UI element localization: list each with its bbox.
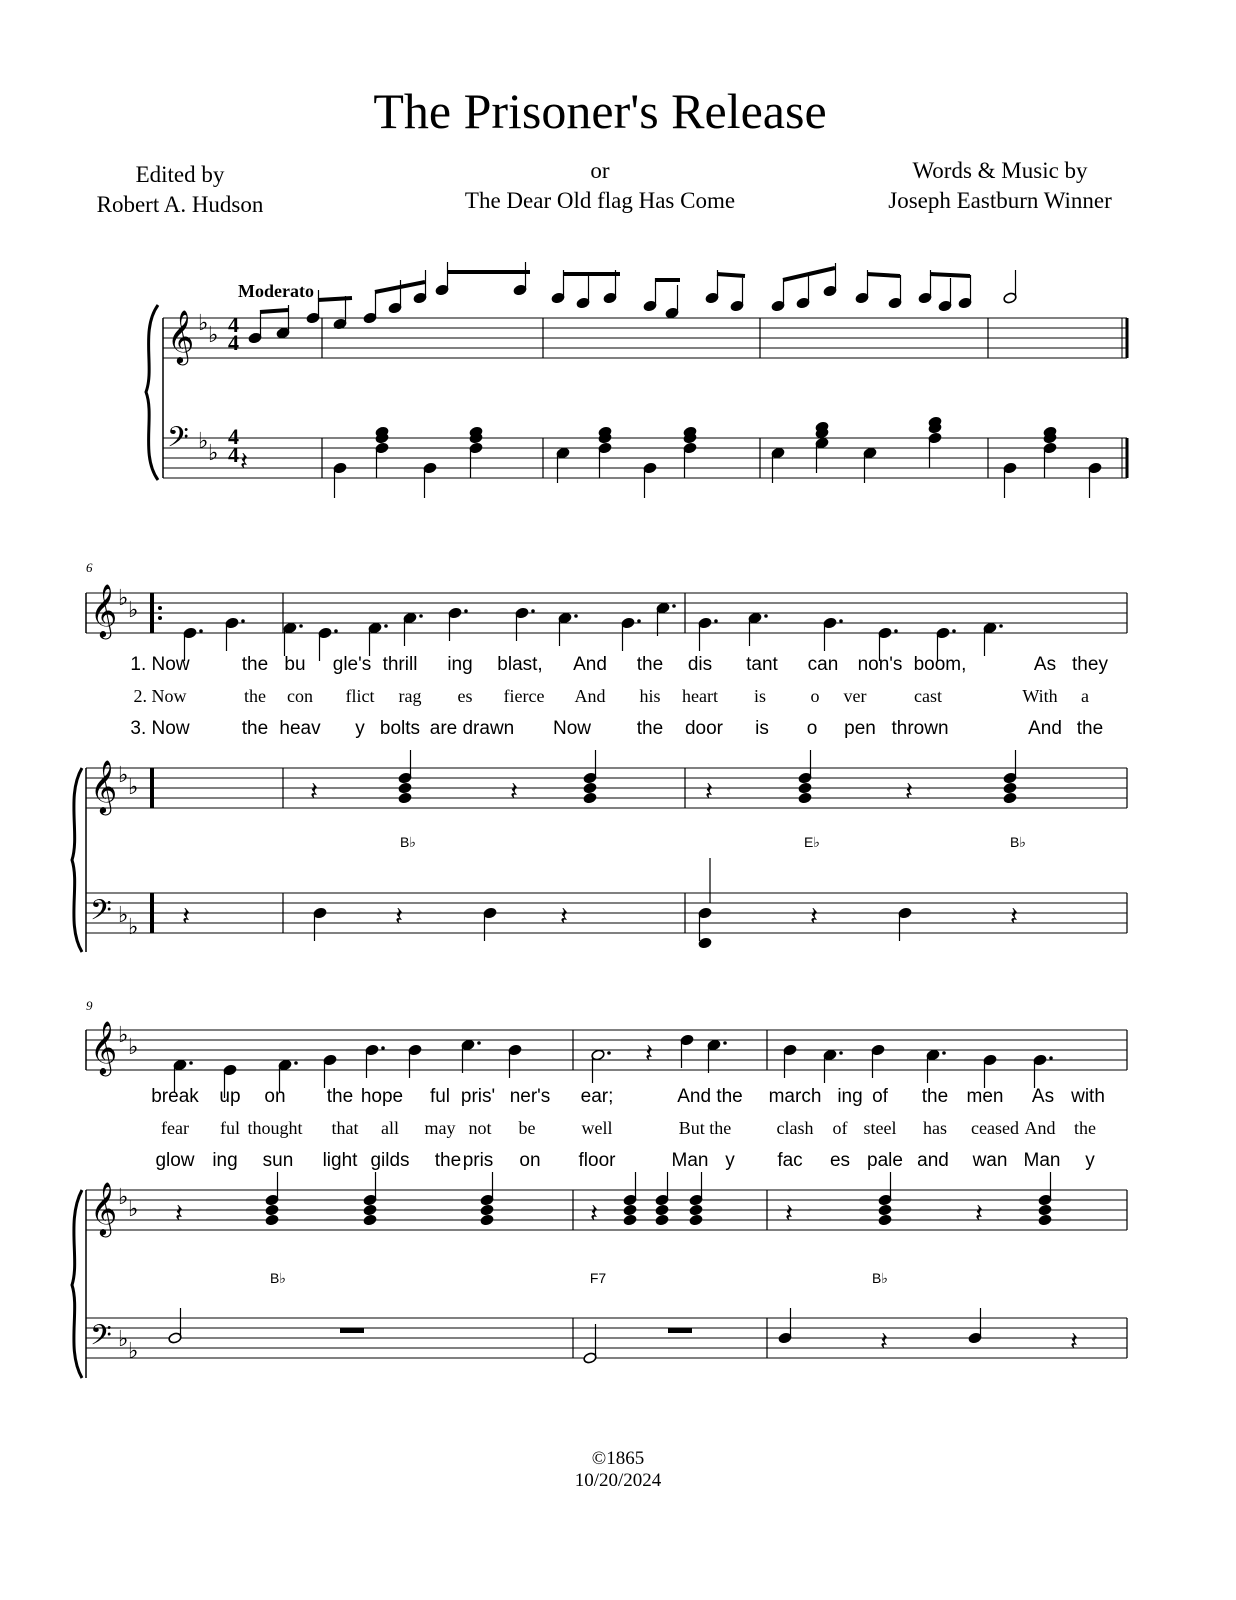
system-2 [72, 560, 1127, 952]
note-dot [714, 619, 718, 623]
note-head [480, 1214, 494, 1226]
lyric-syllable: And [574, 686, 606, 706]
note-dot [199, 629, 203, 633]
note-head [480, 1204, 494, 1216]
lyric-syllable: door [684, 718, 724, 739]
note-dot [477, 1041, 481, 1045]
lyric-syllable: well [581, 1118, 613, 1138]
note-head [363, 1204, 377, 1216]
repeat-barline [150, 768, 154, 808]
note-head [878, 1214, 892, 1226]
note-dot [241, 619, 245, 623]
note-head [1003, 792, 1017, 804]
chord-symbol: B♭ [270, 1270, 286, 1286]
lyric-syllable: es [829, 1150, 851, 1171]
subtitle-alt-title: The Dear Old flag Has Come [464, 188, 736, 213]
note-head [655, 1214, 669, 1226]
quarter-rest-icon: 𝄽 [510, 777, 518, 807]
grand-staff-brace [146, 305, 158, 480]
quarter-rest-icon: 𝄽 [1010, 902, 1018, 932]
beam [930, 274, 970, 276]
lyric-syllable: of [832, 1118, 848, 1138]
beam [717, 274, 745, 276]
key-signature-flat-icon: ♭ [128, 597, 139, 622]
lyric-syllable: bolts [379, 718, 421, 739]
quarter-rest-icon: 𝄽 [395, 902, 403, 932]
lyric-syllable: con [287, 686, 313, 706]
piano-bass-staff [86, 1308, 1127, 1364]
chord-symbol: B♭ [1010, 834, 1026, 850]
lyric-syllable: and [917, 1150, 949, 1171]
key-signature-flat-icon: ♭ [198, 310, 209, 335]
lyric-syllable: ner's [509, 1086, 551, 1107]
lyric-syllable: a [1081, 686, 1089, 706]
note-dot [299, 624, 303, 628]
note-head [798, 782, 812, 794]
note-head [398, 792, 412, 804]
lyric-syllable: the [326, 1086, 354, 1107]
lyric-syllable: gilds [370, 1150, 410, 1171]
lyric-syllable: on [519, 1150, 541, 1171]
lyric-syllable: light [322, 1150, 358, 1171]
lyric-syllable: the [241, 718, 269, 739]
quarter-rest-icon: 𝄽 [310, 777, 318, 807]
lyric-syllable: gle's [332, 654, 372, 675]
lyric-syllable: sun [262, 1150, 294, 1171]
lyric-syllable: 2. Now [133, 686, 187, 706]
lyric-syllable: And [573, 654, 607, 675]
quarter-rest-icon: 𝄽 [175, 1199, 183, 1229]
repeat-dot [158, 616, 162, 620]
quarter-rest-icon: 𝄽 [1070, 1327, 1078, 1357]
note-dot [723, 1041, 727, 1045]
lyric-syllable: Man [671, 1150, 709, 1171]
note-head [1003, 782, 1017, 794]
voice-staff [86, 593, 1127, 661]
note-head [398, 782, 412, 794]
key-signature-flat-icon: ♭ [208, 322, 219, 347]
chord-symbols [400, 834, 1026, 850]
lyric-syllable: on [264, 1086, 286, 1107]
note-dot [607, 1051, 611, 1055]
lyric-syllable: can [807, 654, 839, 675]
measure-number: 6 [86, 560, 93, 575]
lyric-syllable: of [872, 1086, 888, 1107]
lyric-syllable: bu [284, 654, 306, 675]
treble-clef-icon: 𝄞 [167, 309, 195, 363]
lyric-syllable: heav [279, 718, 321, 739]
lyric-syllable: the [1076, 718, 1104, 739]
lyric-syllable: the [434, 1150, 462, 1171]
lyric-syllable: 1. Now [130, 654, 190, 675]
key-signature-flat-icon: ♭ [128, 914, 139, 939]
lyric-syllable: heart [682, 686, 718, 706]
lyric-syllable: the [636, 718, 664, 739]
editor-label: Edited by [135, 162, 225, 187]
note-dot [839, 1051, 843, 1055]
quarter-rest-icon: 𝄽 [240, 447, 248, 477]
repeat-dot [158, 606, 162, 610]
lyric-syllable: cast [914, 686, 942, 706]
chord-symbols [270, 1270, 888, 1286]
lyric-syllable: the [244, 686, 266, 706]
note-head [878, 1204, 892, 1216]
note-dot [384, 624, 388, 628]
lyrics [130, 654, 1108, 739]
lyric-syllable: his [639, 686, 661, 706]
beam [260, 310, 288, 312]
composer-label: Words & Music by [912, 158, 1088, 183]
bass-clef-icon: 𝄢 [90, 894, 112, 934]
note-head [798, 792, 812, 804]
note-head [583, 792, 597, 804]
note-head [655, 1204, 669, 1216]
time-signature-top: 4 [228, 424, 239, 449]
key-signature-flat-icon: ♭ [208, 440, 219, 465]
lyric-syllable: pale [867, 1150, 903, 1171]
treble-clef-icon: 𝄞 [90, 583, 118, 637]
note-head [583, 782, 597, 794]
note-dot [637, 619, 641, 623]
lyric-syllable: 3. Now [130, 718, 190, 739]
lyric-syllable: that [331, 1118, 359, 1138]
quarter-rest-icon: 𝄽 [905, 777, 913, 807]
bass-clef-icon: 𝄢 [90, 1319, 112, 1359]
piano-treble-staff [86, 750, 1127, 808]
lyric-syllable: With [1022, 686, 1058, 706]
lyric-syllable: ful [220, 1118, 240, 1138]
note-dot [894, 629, 898, 633]
key-signature-flat-icon: ♭ [198, 428, 209, 453]
chord-symbol: B♭ [872, 1270, 888, 1286]
lyric-syllable: ing [447, 654, 473, 675]
lyric-syllable: But the [678, 1118, 732, 1138]
treble-clef-icon: 𝄞 [90, 759, 118, 813]
key-signature-flat-icon: ♭ [128, 1338, 139, 1363]
chord-symbol: B♭ [400, 834, 416, 850]
lyric-syllable: ful [429, 1086, 451, 1107]
whole-rest [340, 1328, 364, 1333]
lyric-syllable: are drawn [429, 718, 515, 739]
note-dot [839, 619, 843, 623]
lyric-syllable: As [1033, 654, 1057, 675]
note-dot [1049, 1056, 1053, 1060]
copyright: ©1865 [591, 1448, 645, 1469]
grand-staff-brace [72, 768, 82, 952]
note-dot [334, 629, 338, 633]
bass-accompaniment [240, 416, 1102, 498]
lyric-syllable: rag [398, 686, 422, 706]
lyric-syllable: o [810, 686, 820, 706]
quarter-rest-icon: 𝄽 [880, 1327, 888, 1357]
system-1 [146, 262, 1127, 498]
note-head [689, 1204, 703, 1216]
lyric-syllable: es [457, 686, 473, 706]
lyric-syllable: Man [1023, 1150, 1061, 1171]
key-signature-flat-icon: ♭ [118, 1184, 129, 1209]
lyric-syllable: pris' [460, 1086, 496, 1107]
treble-clef-icon: 𝄞 [90, 1181, 118, 1235]
note-head [1038, 1214, 1052, 1226]
time-signature-top: 4 [228, 312, 239, 337]
lyric-syllable: ear; [580, 1086, 614, 1107]
key-signature-flat-icon: ♭ [128, 1196, 139, 1221]
chord-symbol: F7 [589, 1270, 607, 1286]
lyric-syllable: ver [843, 686, 867, 706]
chord-symbol: E♭ [804, 834, 820, 850]
lyric-syllable: fear [161, 1118, 189, 1138]
lyric-syllable: is [755, 718, 769, 739]
lyric-syllable: blast, [497, 654, 543, 675]
key-signature-flat-icon: ♭ [118, 902, 129, 927]
note-dot [531, 609, 535, 613]
note-dot [419, 614, 423, 618]
quarter-rest-icon: 𝄽 [590, 1199, 598, 1229]
lyric-syllable: tant [746, 654, 778, 675]
key-signature-flat-icon: ♭ [128, 774, 139, 799]
note-head [1038, 1204, 1052, 1216]
lyric-syllable: is [753, 686, 767, 706]
lyric-syllable: has [923, 1118, 947, 1138]
grand-staff-brace [72, 1190, 82, 1378]
quarter-rest-icon: 𝄽 [810, 902, 818, 932]
lyric-syllable: the [636, 654, 664, 675]
note-head [363, 1214, 377, 1226]
lyric-syllable: all [381, 1118, 399, 1138]
lyric-syllable: with [1071, 1086, 1105, 1107]
whole-rest [668, 1328, 692, 1333]
lyric-syllable: pris [462, 1150, 494, 1171]
composer-name: Joseph Eastburn Winner [888, 188, 1112, 213]
lyric-syllable: And [1024, 1118, 1056, 1138]
lyrics [151, 1086, 1105, 1171]
lyric-syllable: ceased [971, 1118, 1019, 1138]
lyric-syllable: As [1031, 1086, 1055, 1107]
lyric-syllable: the [241, 654, 269, 675]
lyric-syllable: up [219, 1086, 241, 1107]
time-signature-bottom: 4 [228, 330, 239, 355]
lyric-syllable: may [424, 1118, 456, 1138]
key-signature-flat-icon: ♭ [128, 1034, 139, 1059]
lyric-syllable: floor [578, 1150, 616, 1171]
lyric-syllable: thrill [382, 654, 418, 675]
key-signature-flat-icon: ♭ [118, 1022, 129, 1047]
lyric-syllable: hope [360, 1086, 404, 1107]
lyric-syllable: Now [552, 718, 592, 739]
lyric-syllable: fac [777, 1150, 803, 1171]
lyric-syllable: clash [776, 1118, 814, 1138]
measure-number: 9 [86, 998, 93, 1013]
lyric-syllable: they [1072, 654, 1108, 675]
note-head [689, 1214, 703, 1226]
quarter-rest-icon: 𝄽 [645, 1039, 653, 1069]
repeat-barline [150, 893, 154, 933]
lyric-syllable: not [468, 1118, 492, 1138]
note-dot [672, 604, 676, 608]
lyric-syllable: boom, [913, 654, 967, 675]
system-3 [72, 998, 1127, 1378]
lyric-syllable: thought [247, 1118, 303, 1138]
note-dot [942, 1051, 946, 1055]
note-dot [294, 1061, 298, 1065]
key-signature-flat-icon: ♭ [118, 585, 129, 610]
lyric-syllable: glow [155, 1150, 195, 1171]
note-head [623, 1214, 637, 1226]
lyric-syllable: o [806, 718, 818, 739]
key-signature-flat-icon: ♭ [118, 762, 129, 787]
lyric-syllable: flict [345, 686, 375, 706]
lyric-syllable: break [151, 1086, 199, 1107]
quarter-rest-icon: 𝄽 [560, 902, 568, 932]
note-dot [464, 609, 468, 613]
date: 10/20/2024 [574, 1470, 662, 1491]
lyric-syllable: the [1074, 1118, 1096, 1138]
lyric-syllable: be [518, 1118, 536, 1138]
note-dot [764, 614, 768, 618]
lyric-syllable: thrown [891, 718, 949, 739]
note-dot [999, 624, 1003, 628]
note-dot [952, 629, 956, 633]
quarter-rest-icon: 𝄽 [705, 777, 713, 807]
beam [867, 274, 900, 276]
treble-staff [163, 318, 1127, 358]
note-dot [189, 1061, 193, 1065]
lyric-syllable: y [1085, 1150, 1095, 1171]
tempo-marking: Moderato [238, 281, 314, 301]
editor-name: Robert A. Hudson [96, 192, 264, 217]
lyric-syllable: men [966, 1086, 1004, 1107]
note-dot [574, 614, 578, 618]
bass-clef-icon: 𝄢 [167, 421, 189, 461]
piano-bass-staff [86, 858, 1127, 949]
quarter-rest-icon: 𝄽 [975, 1199, 983, 1229]
note-head [265, 1214, 279, 1226]
lyric-syllable: And the [677, 1086, 743, 1107]
lyric-syllable: y [725, 1150, 735, 1171]
footer [0, 1448, 1236, 1492]
lyric-syllable: march [768, 1086, 822, 1107]
lyric-syllable: dis [687, 654, 713, 675]
subtitle-or: or [590, 158, 610, 183]
lyric-syllable: And [1028, 718, 1062, 739]
time-signature-bottom: 4 [228, 442, 239, 467]
quarter-rest-icon: 𝄽 [785, 1199, 793, 1229]
lyric-syllable: wan [972, 1150, 1008, 1171]
lyric-syllable: ing [837, 1086, 863, 1107]
piano-treble-staff [86, 1172, 1127, 1230]
lyric-syllable: ing [212, 1150, 238, 1171]
beam [318, 298, 352, 300]
lyric-syllable: non's [857, 654, 903, 675]
note-head [265, 1204, 279, 1216]
lyric-syllable: the [921, 1086, 949, 1107]
treble-clef-icon: 𝄞 [90, 1020, 118, 1074]
note-dot [381, 1046, 385, 1050]
note-head [623, 1204, 637, 1216]
lyric-syllable: steel [863, 1118, 897, 1138]
lyric-syllable: fierce [503, 686, 545, 706]
key-signature-flat-icon: ♭ [118, 1326, 129, 1351]
lyric-syllable: y [355, 718, 365, 739]
quarter-rest-icon: 𝄽 [182, 902, 190, 932]
repeat-barline [150, 593, 154, 633]
page-title: The Prisoner's Release [373, 83, 827, 139]
treble-melody [248, 262, 1017, 344]
lyric-syllable: pen [844, 718, 876, 739]
